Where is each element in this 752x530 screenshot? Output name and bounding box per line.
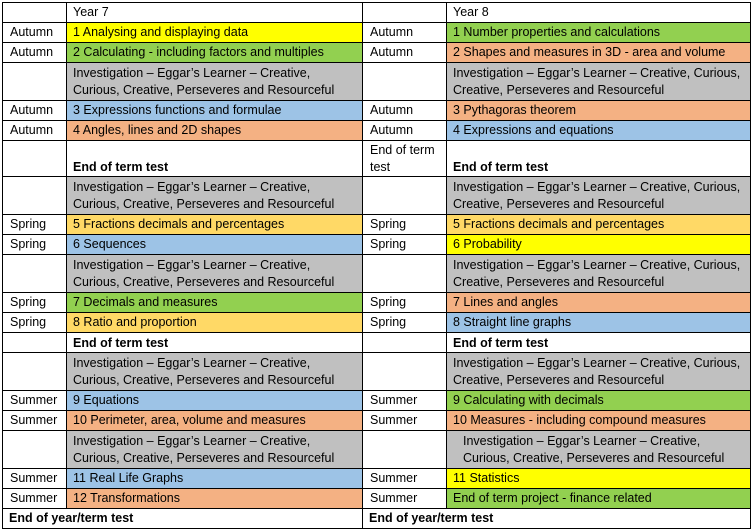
table-row xyxy=(3,23,751,43)
term-label: Summer xyxy=(363,489,447,509)
investigation-cell: Investigation – Eggar’s Learner – Creative, Curious, Creative, Perseveres and Resourceful xyxy=(447,63,751,101)
topic-cell: 2 Calculating - including factors and multiples xyxy=(67,43,363,63)
topic-cell: 12 Transformations xyxy=(67,489,363,509)
term-label: Spring xyxy=(363,215,447,235)
term-label: Autumn xyxy=(3,23,67,43)
investigation-cell: Investigation – Eggar’s Learner – Creative, Curious, Creative, Perseveres and Resourceful xyxy=(67,255,363,293)
topic-cell: 7 Lines and angles xyxy=(447,293,751,313)
term-label xyxy=(363,177,447,215)
topic-cell: 5 Fractions decimals and percentages xyxy=(67,215,363,235)
table-row xyxy=(3,293,751,313)
term-label: Summer xyxy=(3,411,67,431)
year8-header: Year 8 xyxy=(447,3,751,23)
table-row xyxy=(3,63,751,101)
term-label: Autumn xyxy=(363,23,447,43)
term-label xyxy=(3,353,67,391)
investigation-cell: Investigation – Eggar’s Learner – Creative, Curious, Creative, Perseveres and Resourceful xyxy=(447,255,751,293)
table-row xyxy=(3,411,751,431)
topic-cell: 7 Decimals and measures xyxy=(67,293,363,313)
investigation-cell: Investigation – Eggar’s Learner – Creative, Curious, Creative, Perseveres and Resourceful xyxy=(447,431,751,469)
blank-cell xyxy=(3,3,67,23)
year7-header: Year 7 xyxy=(67,3,363,23)
term-label: Summer xyxy=(3,489,67,509)
end-of-term-test: End of term test xyxy=(447,333,751,353)
end-of-term-test: End of term test xyxy=(447,141,751,177)
term-label: Summer xyxy=(3,469,67,489)
topic-cell: 5 Fractions decimals and percentages xyxy=(447,215,751,235)
topic-cell: End of term project - finance related xyxy=(447,489,751,509)
topic-cell: 8 Ratio and proportion xyxy=(67,313,363,333)
table-row xyxy=(3,141,751,177)
investigation-cell: Investigation – Eggar’s Learner – Creative, Curious, Creative, Perseveres and Resourceful xyxy=(67,431,363,469)
term-label xyxy=(363,353,447,391)
blank-cell xyxy=(363,3,447,23)
term-label: End of term test xyxy=(363,141,447,177)
topic-cell: 10 Measures - including compound measures xyxy=(447,411,751,431)
table-row xyxy=(3,255,751,293)
topic-cell: 4 Angles, lines and 2D shapes xyxy=(67,121,363,141)
term-label xyxy=(3,141,67,177)
topic-cell: 1 Number properties and calculations xyxy=(447,23,751,43)
topic-cell: 6 Sequences xyxy=(67,235,363,255)
topic-cell: 11 Statistics xyxy=(447,469,751,489)
table-row xyxy=(3,215,751,235)
table-row xyxy=(3,469,751,489)
term-label xyxy=(363,333,447,353)
investigation-cell: Investigation – Eggar’s Learner – Creative, Curious, Creative, Perseveres and Resourceful xyxy=(67,63,363,101)
term-label: Spring xyxy=(3,235,67,255)
term-label: Autumn xyxy=(3,43,67,63)
topic-cell: 4 Expressions and equations xyxy=(447,121,751,141)
term-label: Spring xyxy=(3,215,67,235)
term-label xyxy=(363,63,447,101)
table-row xyxy=(3,353,751,391)
term-label: Autumn xyxy=(363,121,447,141)
term-label: Spring xyxy=(363,313,447,333)
topic-cell: 2 Shapes and measures in 3D - area and volume xyxy=(447,43,751,63)
term-label xyxy=(3,431,67,469)
topic-cell: 8 Straight line graphs xyxy=(447,313,751,333)
scheme-of-work-table xyxy=(2,2,751,529)
investigation-cell: Investigation – Eggar’s Learner – Creative, Curious, Creative, Perseveres and Resourceful xyxy=(447,353,751,391)
investigation-cell: Investigation – Eggar’s Learner – Creative, Curious, Creative, Perseveres and Resourceful xyxy=(447,177,751,215)
end-of-term-test: End of term test xyxy=(67,141,363,177)
table-row xyxy=(3,101,751,121)
end-of-term-test: End of term test xyxy=(67,333,363,353)
footer-row xyxy=(3,509,751,529)
term-label: Summer xyxy=(363,391,447,411)
table-row xyxy=(3,489,751,509)
topic-cell: 3 Expressions functions and formulae xyxy=(67,101,363,121)
topic-cell: 3 Pythagoras theorem xyxy=(447,101,751,121)
topic-cell: 6 Probability xyxy=(447,235,751,255)
investigation-cell: Investigation – Eggar’s Learner – Creative, Curious, Creative, Perseveres and Resourceful xyxy=(67,177,363,215)
header-row xyxy=(3,3,751,23)
term-label: Autumn xyxy=(363,43,447,63)
table-row xyxy=(3,177,751,215)
term-label xyxy=(363,431,447,469)
topic-cell: 10 Perimeter, area, volume and measures xyxy=(67,411,363,431)
topic-cell: 1 Analysing and displaying data xyxy=(67,23,363,43)
topic-cell: 9 Calculating with decimals xyxy=(447,391,751,411)
term-label: Autumn xyxy=(3,121,67,141)
term-label: Spring xyxy=(363,235,447,255)
year8-final-test: End of year/term test xyxy=(363,509,751,529)
term-label: Spring xyxy=(3,293,67,313)
term-label xyxy=(3,333,67,353)
table-row xyxy=(3,431,751,469)
year7-final-test: End of year/term test xyxy=(3,509,363,529)
term-label xyxy=(363,255,447,293)
term-label: Spring xyxy=(3,313,67,333)
term-label: Autumn xyxy=(3,101,67,121)
term-label: Summer xyxy=(3,391,67,411)
term-label xyxy=(3,63,67,101)
term-label: Autumn xyxy=(363,101,447,121)
term-label: Summer xyxy=(363,469,447,489)
table-row xyxy=(3,333,751,353)
topic-cell: 11 Real Life Graphs xyxy=(67,469,363,489)
term-label xyxy=(3,255,67,293)
table-row xyxy=(3,391,751,411)
table-row xyxy=(3,121,751,141)
investigation-cell: Investigation – Eggar’s Learner – Creative, Curious, Creative, Perseveres and Resourceful xyxy=(67,353,363,391)
term-label xyxy=(3,177,67,215)
table-row xyxy=(3,313,751,333)
term-label: Summer xyxy=(363,411,447,431)
table-row xyxy=(3,43,751,63)
topic-cell: 9 Equations xyxy=(67,391,363,411)
term-label: Spring xyxy=(363,293,447,313)
table-row xyxy=(3,235,751,255)
